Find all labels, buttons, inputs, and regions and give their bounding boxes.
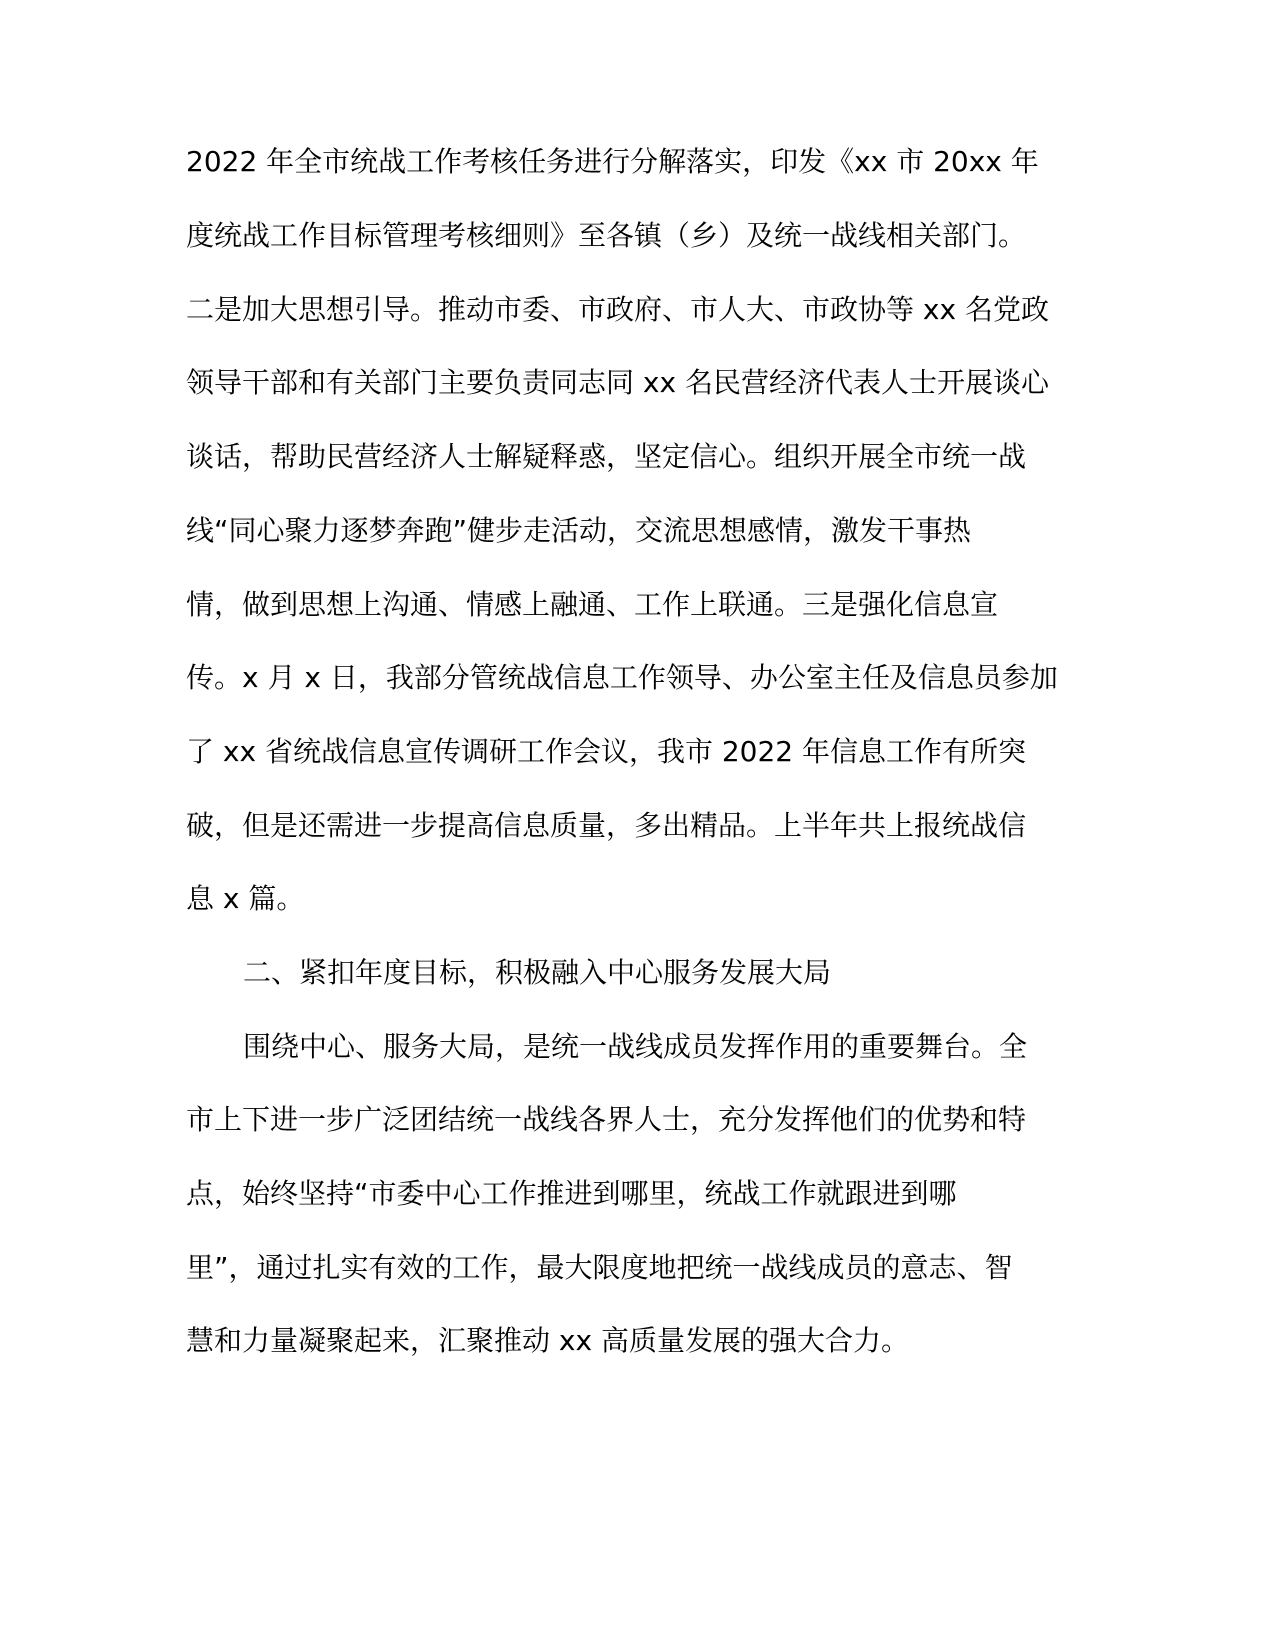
body-text-line-10: 破，但是还需进一步提高信息质量，多出精品。上半年共上报统战信 <box>186 809 1027 842</box>
body-text-line-4: 领导干部和有关部门主要负责同志同 xx 名民营经济代表人士开展谈心 <box>186 366 1049 399</box>
body-text-line-1: 2022 年全市统战工作考核任务进行分解落实，印发《xx 市 20xx 年 <box>186 145 1039 178</box>
body-text-line-5: 谈话，帮助民营经济人士解疑释惑，坚定信心。组织开展全市统一战 <box>186 440 1027 473</box>
body-text-line-3: 二是加大思想引导。推动市委、市政府、市人大、市政协等 xx 名党政 <box>186 293 1049 326</box>
body-text-line-6: 线“同心聚力逐梦奔跑”健步走活动，交流思想感情，激发干事热 <box>186 514 972 547</box>
body-text-line-16: 里”，通过扎实有效的工作，最大限度地把统一战线成员的意志、智 <box>186 1251 1013 1284</box>
body-text-line-2: 度统战工作目标管理考核细则》至各镇（乡）及统一战线相关部门。 <box>186 219 1027 252</box>
body-text-line-8: 传。x 月 x 日，我部分管统战信息工作领导、办公室主任及信息员参加 <box>186 661 1058 694</box>
body-text-line-9: 了 xx 省统战信息宣传调研工作会议，我市 2022 年信息工作有所突 <box>186 735 1027 768</box>
body-text-line-15: 点，始终坚持“市委中心工作推进到哪里，统战工作就跟进到哪 <box>186 1177 957 1210</box>
body-text-line-11: 息 x 篇。 <box>186 882 305 915</box>
section-heading: 二、紧扣年度目标，积极融入中心服务发展大局 <box>243 956 832 989</box>
body-text-line-17: 慧和力量凝聚起来，汇聚推动 xx 高质量发展的强大合力。 <box>186 1324 909 1357</box>
body-text-line-7: 情，做到思想上沟通、情感上融通、工作上联通。三是强化信息宣 <box>186 588 999 621</box>
body-text-line-13: 围绕中心、服务大局，是统一战线成员发挥作用的重要舞台。全 <box>243 1030 1028 1063</box>
body-text-line-14: 市上下进一步广泛团结统一战线各界人士，充分发挥他们的优势和特 <box>186 1103 1027 1136</box>
